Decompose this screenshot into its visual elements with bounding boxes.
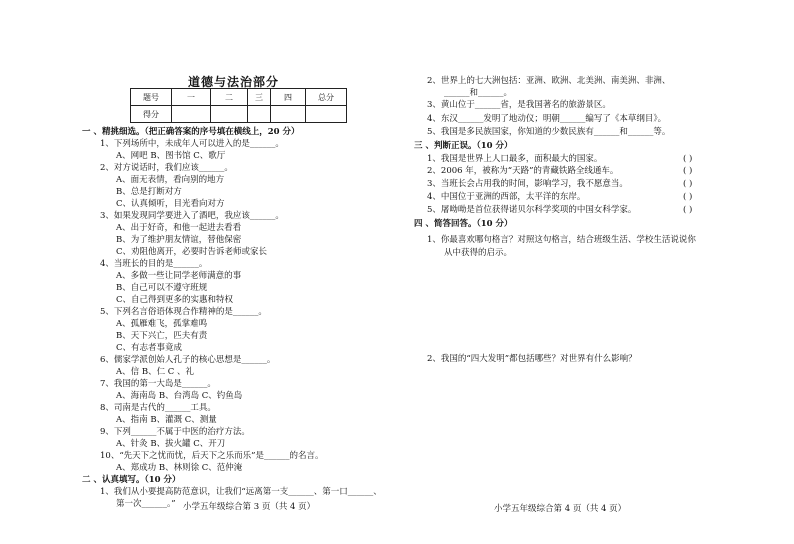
page-title: 道德与法治部分 — [188, 75, 280, 89]
answer-parens: ( ) — [683, 166, 693, 176]
question-line: 第一次______。” — [116, 499, 176, 509]
page-footer-left: 小学五年级综合第 3 页（共 4 页） — [183, 502, 316, 512]
question-line: 3、当班长会占用我的时间，影响学习，我不愿意当。 — [427, 179, 628, 189]
question-line: A、多做一些让同学老师满意的事 — [116, 271, 242, 281]
score-cell: 得分 — [131, 106, 172, 123]
question-line: ______和______。 — [444, 88, 513, 98]
question-line: 10、“先天下之忧而忧，后天下之乐而乐”是______的名言。 — [100, 451, 324, 461]
question-line: 从中获得的启示。 — [444, 248, 513, 258]
score-table-header-row — [131, 89, 347, 106]
score-cell: 三 — [248, 89, 271, 106]
score-cell: 一 — [172, 89, 211, 106]
question-line: A、海南岛 B、台湾岛 C、钓鱼岛 — [116, 391, 243, 401]
section-heading: 三 、判断正误。（10 分） — [414, 141, 513, 151]
score-input-cell — [172, 106, 211, 123]
question-line: A、指南 B、灌溉 C、测量 — [116, 415, 217, 425]
score-cell: 四 — [271, 89, 306, 106]
question-line: B、为了维护朋友情谊，替他保密 — [116, 235, 242, 245]
question-line: 9、下列______不属于中医的治疗方法。 — [100, 427, 250, 437]
score-input-cell — [271, 106, 306, 123]
question-line: A、孤雁难飞，孤掌难鸣 — [116, 319, 208, 329]
question-line: 3、黄山位于______省，是我国著名的旅游景区。 — [427, 100, 611, 110]
question-line: 4、当班长的目的是______。 — [100, 259, 208, 269]
question-line: B、自己可以不遵守班规 — [116, 283, 208, 293]
question-line: 5、我国是多民族国家，你知道的少数民族有______和______等。 — [427, 127, 671, 137]
score-input-cell — [211, 106, 248, 123]
question-line: 5、下列名言俗语体现合作精神的是______。 — [100, 307, 267, 317]
question-line: 2、对方说话时，我们应该______。 — [100, 163, 233, 173]
question-line: 2、2006 年，被称为“天路”的青藏铁路全线通车。 — [427, 166, 619, 176]
question-line: A、面无表情，看向别的地方 — [116, 175, 225, 185]
answer-parens: ( ) — [683, 205, 693, 215]
score-input-cell — [248, 106, 271, 123]
question-line: 4、东汉______发明了地动仪；明朝______编写了《本草纲目》。 — [427, 114, 667, 124]
question-line: 1、我们从小要提高防范意识，让我们“远离第一支______、第一口______、 — [100, 487, 382, 497]
question-line: C、自己得到更多的实惠和特权 — [116, 295, 234, 305]
question-line: A、出于好奇，和他一起进去看看 — [116, 223, 242, 233]
question-line: C、劝阻他离开，必要时告诉老师或家长 — [116, 247, 268, 257]
question-line: A、针灸 B、拔火罐 C、开刀 — [116, 439, 226, 449]
question-line: 2、我国的“四大发明”都包括哪些？对世界有什么影响？ — [427, 354, 637, 364]
score-cell: 题号 — [131, 89, 172, 106]
question-line: A、信 B、仁 C 、礼 — [116, 367, 194, 377]
question-line: C、认真倾听，目光看向对方 — [116, 199, 225, 209]
section-heading: 四 、简答回答。（10 分） — [414, 219, 513, 229]
section-heading: 一 、精挑细选。（把正确答案的序号填在横线上，20 分） — [82, 127, 300, 137]
score-table-score-row — [131, 106, 347, 123]
question-line: 1、我国是世界上人口最多，面积最大的国家。 — [427, 154, 603, 164]
page-footer-right: 小学五年级综合第 4 页（共 4 页） — [494, 504, 627, 514]
question-line: 3、如果发现同学要进入了酒吧，我应该______。 — [100, 211, 284, 221]
score-cell: 总分 — [306, 89, 347, 106]
question-line: A、网吧 B、图书馆 C、歌厅 — [116, 151, 226, 161]
question-line: 8、司南是古代的______工具。 — [100, 403, 216, 413]
question-line: 4、中国位于亚洲的西部，太平洋的东岸。 — [427, 192, 586, 202]
section-heading: 二 、认真填写。（10 分） — [82, 475, 181, 485]
question-line: 6、儒家学派创始人孔子的核心思想是______。 — [100, 355, 276, 365]
question-line: 7、我国的第一大岛是______。 — [100, 379, 216, 389]
right-page — [400, 0, 794, 544]
answer-parens: ( ) — [683, 154, 693, 164]
question-line: B、天下兴亡，匹夫有责 — [116, 331, 208, 341]
answer-parens: ( ) — [683, 179, 693, 189]
score-input-cell — [306, 106, 347, 123]
question-line: A、郑成功 B、林则徐 C、范仲淹 — [116, 463, 243, 473]
question-line: B、总是打断对方 — [116, 187, 182, 197]
score-table — [130, 88, 347, 123]
question-line: 2、世界上的七大洲包括：亚洲、欧洲、北美洲、南美洲、非洲、 — [427, 76, 671, 86]
question-line: 1、你最喜欢哪句格言？对照这句格言，结合班级生活、学校生活说说你 — [427, 235, 696, 245]
question-line: C、有志者事竟成 — [116, 343, 183, 353]
answer-parens: ( ) — [683, 192, 693, 202]
score-cell: 二 — [211, 89, 248, 106]
question-line: 1、下列场所中，未成年人可以进入的是______。 — [100, 139, 284, 149]
question-line: 5、屠呦呦是首位获得诺贝尔科学奖项的中国女科学家。 — [427, 205, 637, 215]
